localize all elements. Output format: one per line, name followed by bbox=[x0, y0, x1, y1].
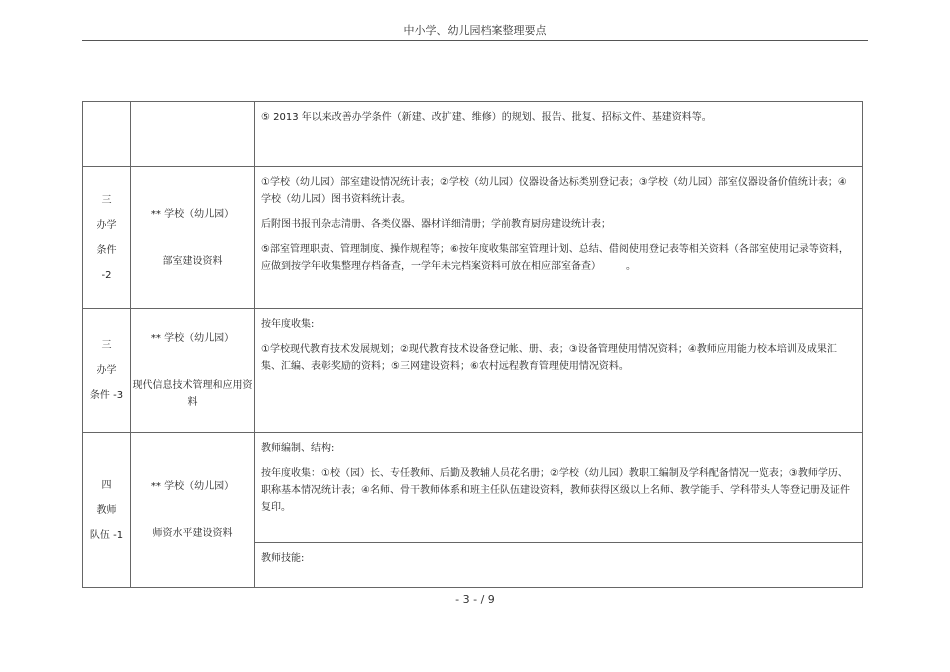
content-text: ①学校现代教育技术发展规划；②现代教育技术设备登记帐、册、表；③设备管理使用情况资料；④教师应用能力校本培训及成果汇集、汇编、表彰奖励的资料；⑤三网建设资料；⑥农村远程教育管理使用情况资料。 bbox=[261, 344, 837, 372]
content-text: 教师编制、结构: bbox=[261, 443, 335, 454]
page-number: - 3 - / 9 bbox=[455, 593, 495, 606]
content-cell bbox=[255, 433, 863, 543]
category-text: 三 bbox=[101, 194, 112, 206]
school-label: ** 学校（幼儿园） bbox=[150, 481, 235, 492]
category-text: 三 bbox=[101, 340, 112, 351]
table-row bbox=[83, 167, 863, 309]
subject-label: 师资水平建设资料 bbox=[152, 528, 233, 539]
category-text: 办学 bbox=[96, 219, 117, 231]
subject-cell bbox=[131, 167, 255, 309]
table-row bbox=[83, 102, 863, 167]
content-cell bbox=[255, 167, 863, 309]
category-text: 条件 -3 bbox=[89, 390, 124, 401]
archive-table bbox=[82, 101, 863, 588]
content-cell bbox=[255, 543, 863, 588]
table-row bbox=[83, 309, 863, 433]
category-text: -2 bbox=[101, 269, 112, 281]
content-cell bbox=[255, 309, 863, 433]
content-text: ⑤ 2013 年以来改善办学条件（新建、改扩建、维修）的规划、报告、批复、招标文件、基建资料等。 bbox=[261, 112, 712, 123]
subject-cell bbox=[131, 102, 255, 167]
content-text: 后附图书报刊杂志清册、各类仪器、器材详细清册；学前教育厨房建设统计表； bbox=[261, 219, 611, 230]
category-text: 条件 bbox=[96, 244, 117, 256]
page-header-title: 中小学、幼儿园档案整理要点 bbox=[403, 24, 547, 37]
subject-label: 部室建设资料 bbox=[162, 255, 223, 267]
subject-cell bbox=[131, 433, 255, 588]
school-label: ** 学校（幼儿园） bbox=[150, 333, 235, 344]
content-text: ①学校（幼儿园）部室建设情况统计表；②学校（幼儿园）仪器设备达标类别登记表；③学校（幼儿园）部室仪器设备价值统计表；④学校（幼儿园）图书资料统计表。 bbox=[261, 177, 847, 205]
subject-cell bbox=[131, 309, 255, 433]
category-cell bbox=[83, 167, 131, 309]
category-cell bbox=[83, 433, 131, 588]
category-cell bbox=[83, 309, 131, 433]
category-text: 办学 bbox=[96, 365, 117, 376]
content-text: 按年度收集: bbox=[261, 319, 315, 330]
category-cell bbox=[83, 102, 131, 167]
table-row bbox=[83, 433, 863, 543]
category-text: 队伍 -1 bbox=[89, 529, 124, 541]
content-text: ⑤部室管理职责、管理制度、操作规程等；⑥按年度收集部室管理计划、总结、借阅使用登记表等相关资料（各部室使用记录等资料，应做到按学年收集整理存档备查，一学年未完档案资料可放在相应部室备查） 。 bbox=[261, 244, 849, 272]
content-text: 教师技能: bbox=[261, 553, 305, 564]
category-text: 四 bbox=[101, 479, 112, 491]
content-cell bbox=[255, 102, 863, 167]
school-label: ** 学校（幼儿园） bbox=[150, 208, 235, 220]
category-text: 教师 bbox=[96, 504, 117, 516]
subject-label: 现代信息技术管理和应用资料 bbox=[132, 380, 253, 408]
header-rule bbox=[82, 40, 868, 41]
content-text: 按年度收集：①校（园）长、专任教师、后勤及教辅人员花名册；②学校（幼儿园）教职工编制及学科配备情况一览表；③教师学历、职称基本情况统计表；④名师、骨干教师体系和班主任队伍建设资料，教师获得区级以上名师、教学能手、学科带头人等登记册及证件复印。 bbox=[261, 468, 850, 513]
